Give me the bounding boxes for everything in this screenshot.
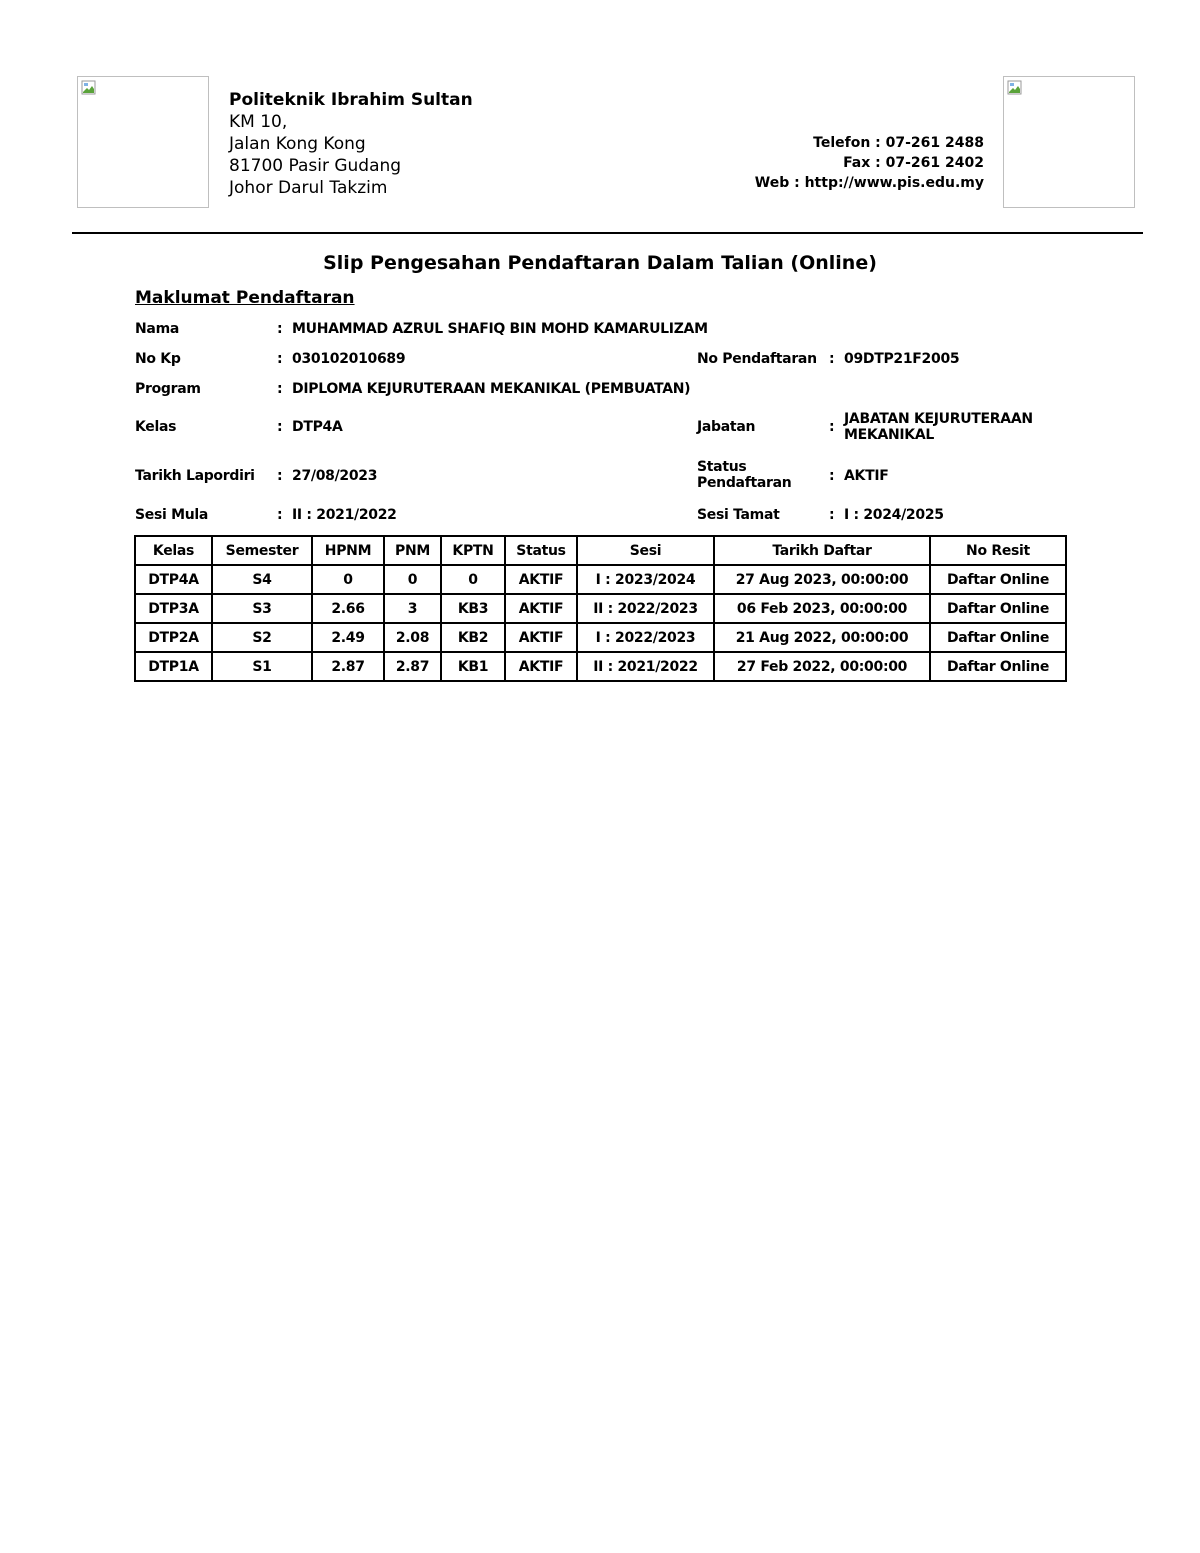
table-cell: S3 xyxy=(212,594,312,623)
table-cell: 27 Feb 2022, 00:00:00 xyxy=(714,652,930,681)
page-title: Slip Pengesahan Pendaftaran Dalam Talian (Online) xyxy=(323,252,877,274)
institution-name: Politeknik Ibrahim Sultan xyxy=(229,90,473,110)
table-cell: 2.08 xyxy=(384,623,441,652)
section-title: Maklumat Pendaftaran xyxy=(135,288,355,308)
label-status-pendaftaran xyxy=(697,459,791,491)
colon: : xyxy=(277,419,283,435)
web: Web : http://www.pis.edu.my xyxy=(754,175,984,191)
label-no-pendaftaran: No Pendaftaran xyxy=(697,351,817,367)
column-header: Kelas xyxy=(135,536,212,565)
column-header: Status xyxy=(505,536,577,565)
column-header: No Resit xyxy=(930,536,1066,565)
address-line: Jalan Kong Kong xyxy=(229,134,366,154)
value-kelas: DTP4A xyxy=(292,419,343,435)
value-jabatan-line: MEKANIKAL xyxy=(844,427,935,443)
table-cell: II : 2022/2023 xyxy=(577,594,714,623)
table-cell: Daftar Online xyxy=(930,565,1066,594)
label-sesi-mula: Sesi Mula xyxy=(135,507,209,523)
value-no-pendaftaran: 09DTP21F2005 xyxy=(844,351,960,367)
table-row xyxy=(135,652,1066,681)
column-header: Tarikh Daftar xyxy=(714,536,930,565)
table-cell: DTP4A xyxy=(135,565,212,594)
table-cell: Daftar Online xyxy=(930,652,1066,681)
table-cell: KB2 xyxy=(441,623,505,652)
table-cell: KB3 xyxy=(441,594,505,623)
fax: Fax : 07-261 2402 xyxy=(843,155,984,171)
header-divider xyxy=(72,232,1143,234)
table-cell: 06 Feb 2023, 00:00:00 xyxy=(714,594,930,623)
column-header: HPNM xyxy=(312,536,384,565)
column-header: Semester xyxy=(212,536,312,565)
label-jabatan: Jabatan xyxy=(697,419,756,435)
table-cell: 2.66 xyxy=(312,594,384,623)
value-sesi-tamat: I : 2024/2025 xyxy=(844,507,944,523)
colon: : xyxy=(277,468,283,484)
institution-address xyxy=(229,89,473,199)
table-cell: 0 xyxy=(384,565,441,594)
table-cell: AKTIF xyxy=(505,594,577,623)
registration-history-table xyxy=(134,535,1067,682)
column-header: Sesi xyxy=(577,536,714,565)
address-line: Johor Darul Takzim xyxy=(229,178,388,198)
table-header-row xyxy=(135,536,1066,565)
table-cell: 27 Aug 2023, 00:00:00 xyxy=(714,565,930,594)
table-cell: AKTIF xyxy=(505,565,577,594)
table-cell: S4 xyxy=(212,565,312,594)
value-nama: MUHAMMAD AZRUL SHAFIQ BIN MOHD KAMARULIZAM xyxy=(292,321,708,337)
table-cell: KB1 xyxy=(441,652,505,681)
table-cell: I : 2022/2023 xyxy=(577,623,714,652)
telefon: Telefon : 07-261 2488 xyxy=(813,135,984,151)
broken-image-icon xyxy=(1007,80,1023,96)
table-cell: Daftar Online xyxy=(930,594,1066,623)
table-cell: I : 2023/2024 xyxy=(577,565,714,594)
table-cell: 0 xyxy=(312,565,384,594)
colon: : xyxy=(829,351,835,367)
table-row xyxy=(135,594,1066,623)
value-status-pendaftaran: AKTIF xyxy=(844,468,889,484)
table-cell: AKTIF xyxy=(505,652,577,681)
colon: : xyxy=(277,321,283,337)
table-cell: Daftar Online xyxy=(930,623,1066,652)
address-line: KM 10, xyxy=(229,112,288,132)
label-line: Status xyxy=(697,459,747,475)
label-nokp: No Kp xyxy=(135,351,181,367)
table-cell: 2.87 xyxy=(312,652,384,681)
label-tarikh-lapordiri: Tarikh Lapordiri xyxy=(135,468,255,484)
label-kelas: Kelas xyxy=(135,419,177,435)
colon: : xyxy=(277,381,283,397)
table-cell: II : 2021/2022 xyxy=(577,652,714,681)
table-cell: 0 xyxy=(441,565,505,594)
label-line: Pendaftaran xyxy=(697,475,792,491)
table-cell: 2.87 xyxy=(384,652,441,681)
table-row xyxy=(135,565,1066,594)
table-cell: DTP1A xyxy=(135,652,212,681)
column-header: PNM xyxy=(384,536,441,565)
colon: : xyxy=(829,419,835,435)
table-cell: S1 xyxy=(212,652,312,681)
column-header: KPTN xyxy=(441,536,505,565)
address-line: 81700 Pasir Gudang xyxy=(229,156,402,176)
colon: : xyxy=(277,351,283,367)
value-jabatan-line: JABATAN KEJURUTERAAN xyxy=(844,411,1033,427)
label-nama: Nama xyxy=(135,321,179,337)
institution-logo-left xyxy=(77,76,209,208)
table-row xyxy=(135,623,1066,652)
value-program: DIPLOMA KEJURUTERAAN MEKANIKAL (PEMBUATAN) xyxy=(292,381,691,397)
table-cell: DTP3A xyxy=(135,594,212,623)
institution-contact xyxy=(755,133,984,193)
value-tarikh-lapordiri: 27/08/2023 xyxy=(292,468,378,484)
table-cell: 21 Aug 2022, 00:00:00 xyxy=(714,623,930,652)
table-cell: AKTIF xyxy=(505,623,577,652)
label-sesi-tamat: Sesi Tamat xyxy=(697,507,780,523)
value-sesi-mula: II : 2021/2022 xyxy=(292,507,397,523)
colon: : xyxy=(277,507,283,523)
value-jabatan xyxy=(844,411,1033,443)
value-nokp: 030102010689 xyxy=(292,351,406,367)
table-cell: 3 xyxy=(384,594,441,623)
label-program: Program xyxy=(135,381,201,397)
colon: : xyxy=(829,468,835,484)
broken-image-icon xyxy=(81,80,97,96)
table-cell: DTP2A xyxy=(135,623,212,652)
table-cell: 2.49 xyxy=(312,623,384,652)
table-cell: S2 xyxy=(212,623,312,652)
institution-logo-right xyxy=(1003,76,1135,208)
colon: : xyxy=(829,507,835,523)
